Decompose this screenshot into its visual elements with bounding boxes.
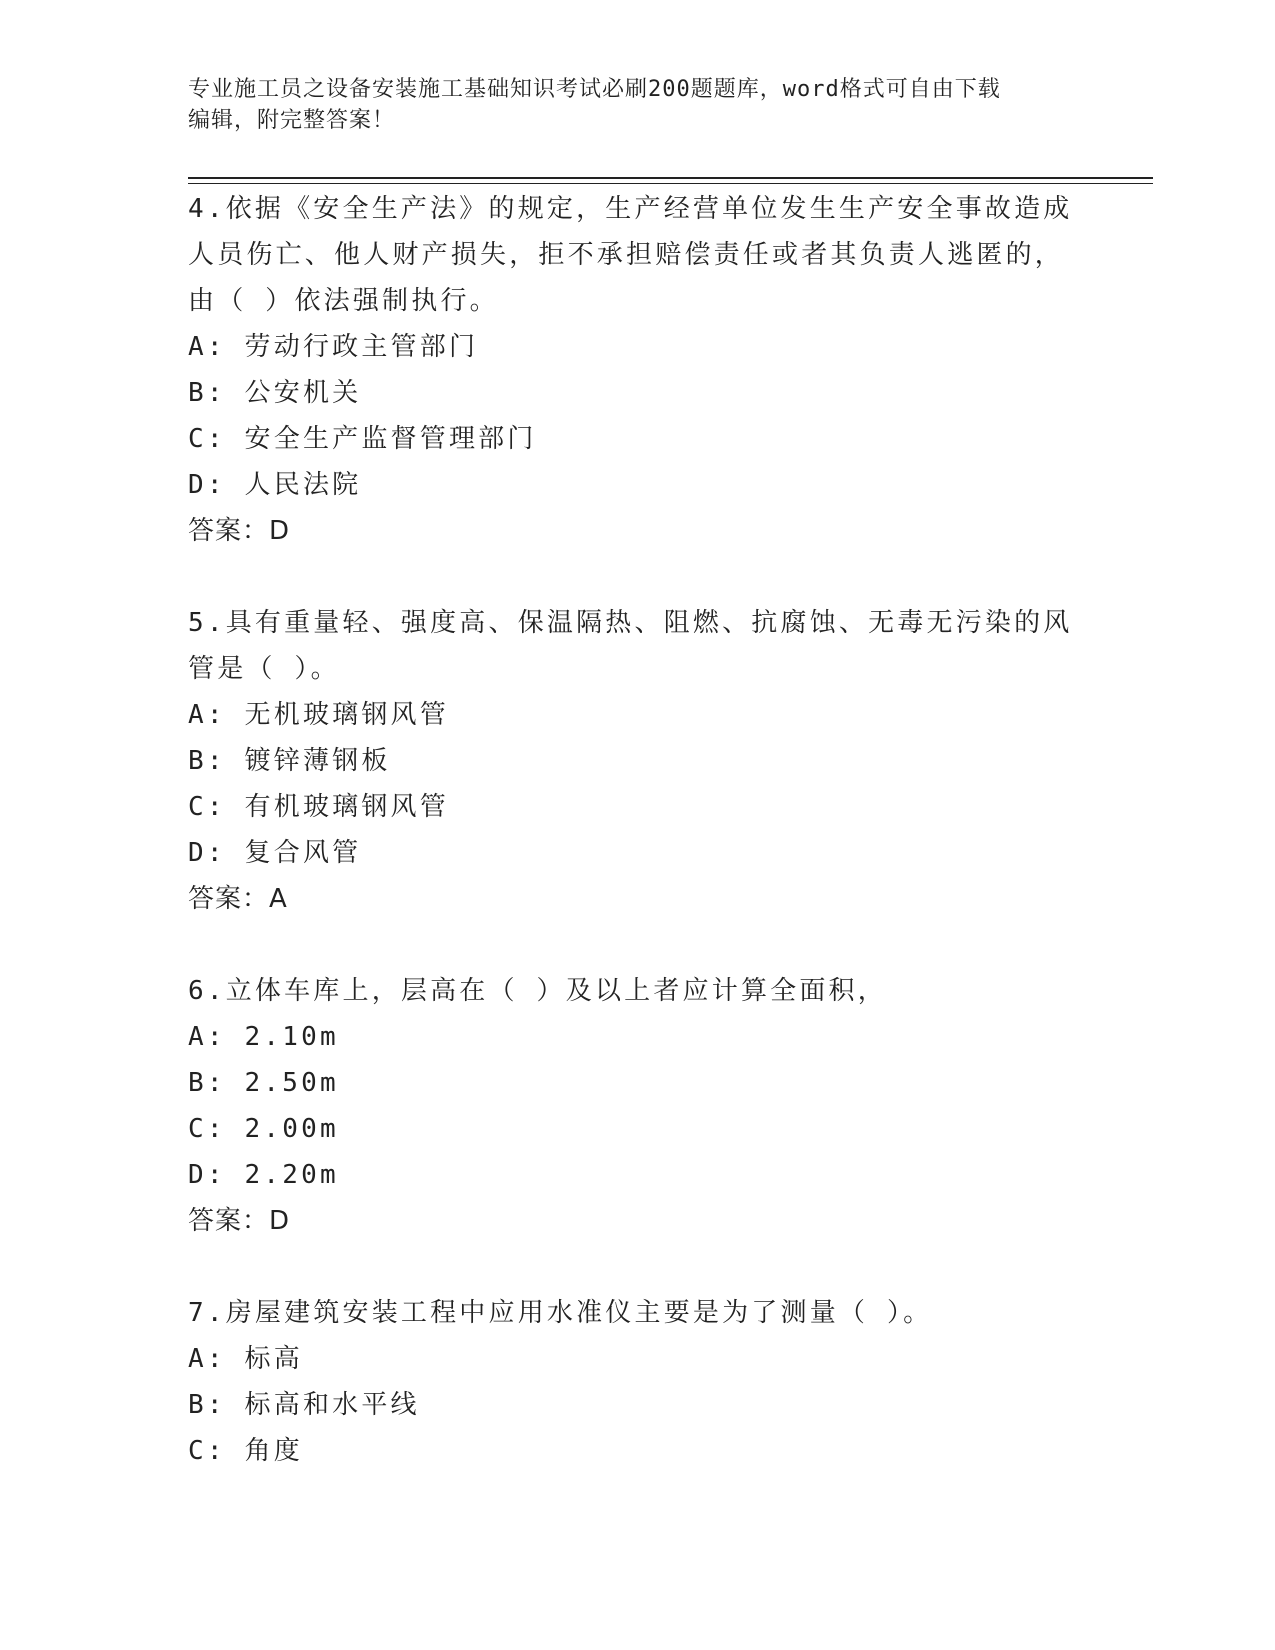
header-rule-thin <box>188 183 1153 184</box>
question-text <box>188 600 1088 692</box>
question-text <box>188 186 1088 324</box>
question-text-line: 4.依据《安全生产法》的规定，生产经营单位发生生产安全事故造成 <box>188 194 1073 224</box>
option-d: D: 复合风管 <box>188 838 362 868</box>
option-b: B: 标高和水平线 <box>188 1390 420 1420</box>
document-header <box>188 74 1088 136</box>
answer-label: 答案：D <box>188 1206 291 1236</box>
question-text-line: 7.房屋建筑安装工程中应用水准仪主要是为了测量（ ）。 <box>188 1298 933 1328</box>
option-c: C: 有机玻璃钢风管 <box>188 792 449 822</box>
answer-label: 答案：D <box>188 516 291 546</box>
option-c: C: 角度 <box>188 1436 303 1466</box>
header-rule-thick <box>188 177 1153 179</box>
option-a: A: 劳动行政主管部门 <box>188 332 479 362</box>
option-b: B: 镀锌薄钢板 <box>188 746 391 776</box>
option-d: D: 2.20m <box>188 1160 339 1190</box>
question-text <box>188 968 1088 1014</box>
question-text-line: 管是（ ）。 <box>188 654 340 684</box>
question-text <box>188 1290 1088 1336</box>
option-b: B: 2.50m <box>188 1068 339 1098</box>
question-6 <box>188 968 1088 1244</box>
question-text-line: 5.具有重量轻、强度高、保温隔热、阻燃、抗腐蚀、无毒无污染的风 <box>188 608 1073 638</box>
question-text-line: 人员伤亡、他人财产损失，拒不承担赔偿责任或者其负责人逃匿的， <box>188 240 1065 270</box>
option-a: A: 无机玻璃钢风管 <box>188 700 449 730</box>
question-text-line: 由（ ）依法强制执行。 <box>188 286 499 316</box>
question-list <box>188 186 1088 1520</box>
question-4 <box>188 186 1088 554</box>
header-line-1: 专业施工员之设备安装施工基础知识考试必刷200题题库，word格式可自由下载 <box>188 77 1001 102</box>
answer-label: 答案：A <box>188 884 288 914</box>
option-c: C: 2.00m <box>188 1114 339 1144</box>
option-c: C: 安全生产监督管理部门 <box>188 424 537 454</box>
option-a: A: 标高 <box>188 1344 303 1374</box>
option-a: A: 2.10m <box>188 1022 339 1052</box>
option-b: B: 公安机关 <box>188 378 362 408</box>
question-5 <box>188 600 1088 922</box>
question-7 <box>188 1290 1088 1474</box>
question-text-line: 6.立体车库上，层高在（ ）及以上者应计算全面积， <box>188 976 887 1006</box>
header-line-2: 编辑，附完整答案！ <box>188 108 396 133</box>
option-d: D: 人民法院 <box>188 470 362 500</box>
